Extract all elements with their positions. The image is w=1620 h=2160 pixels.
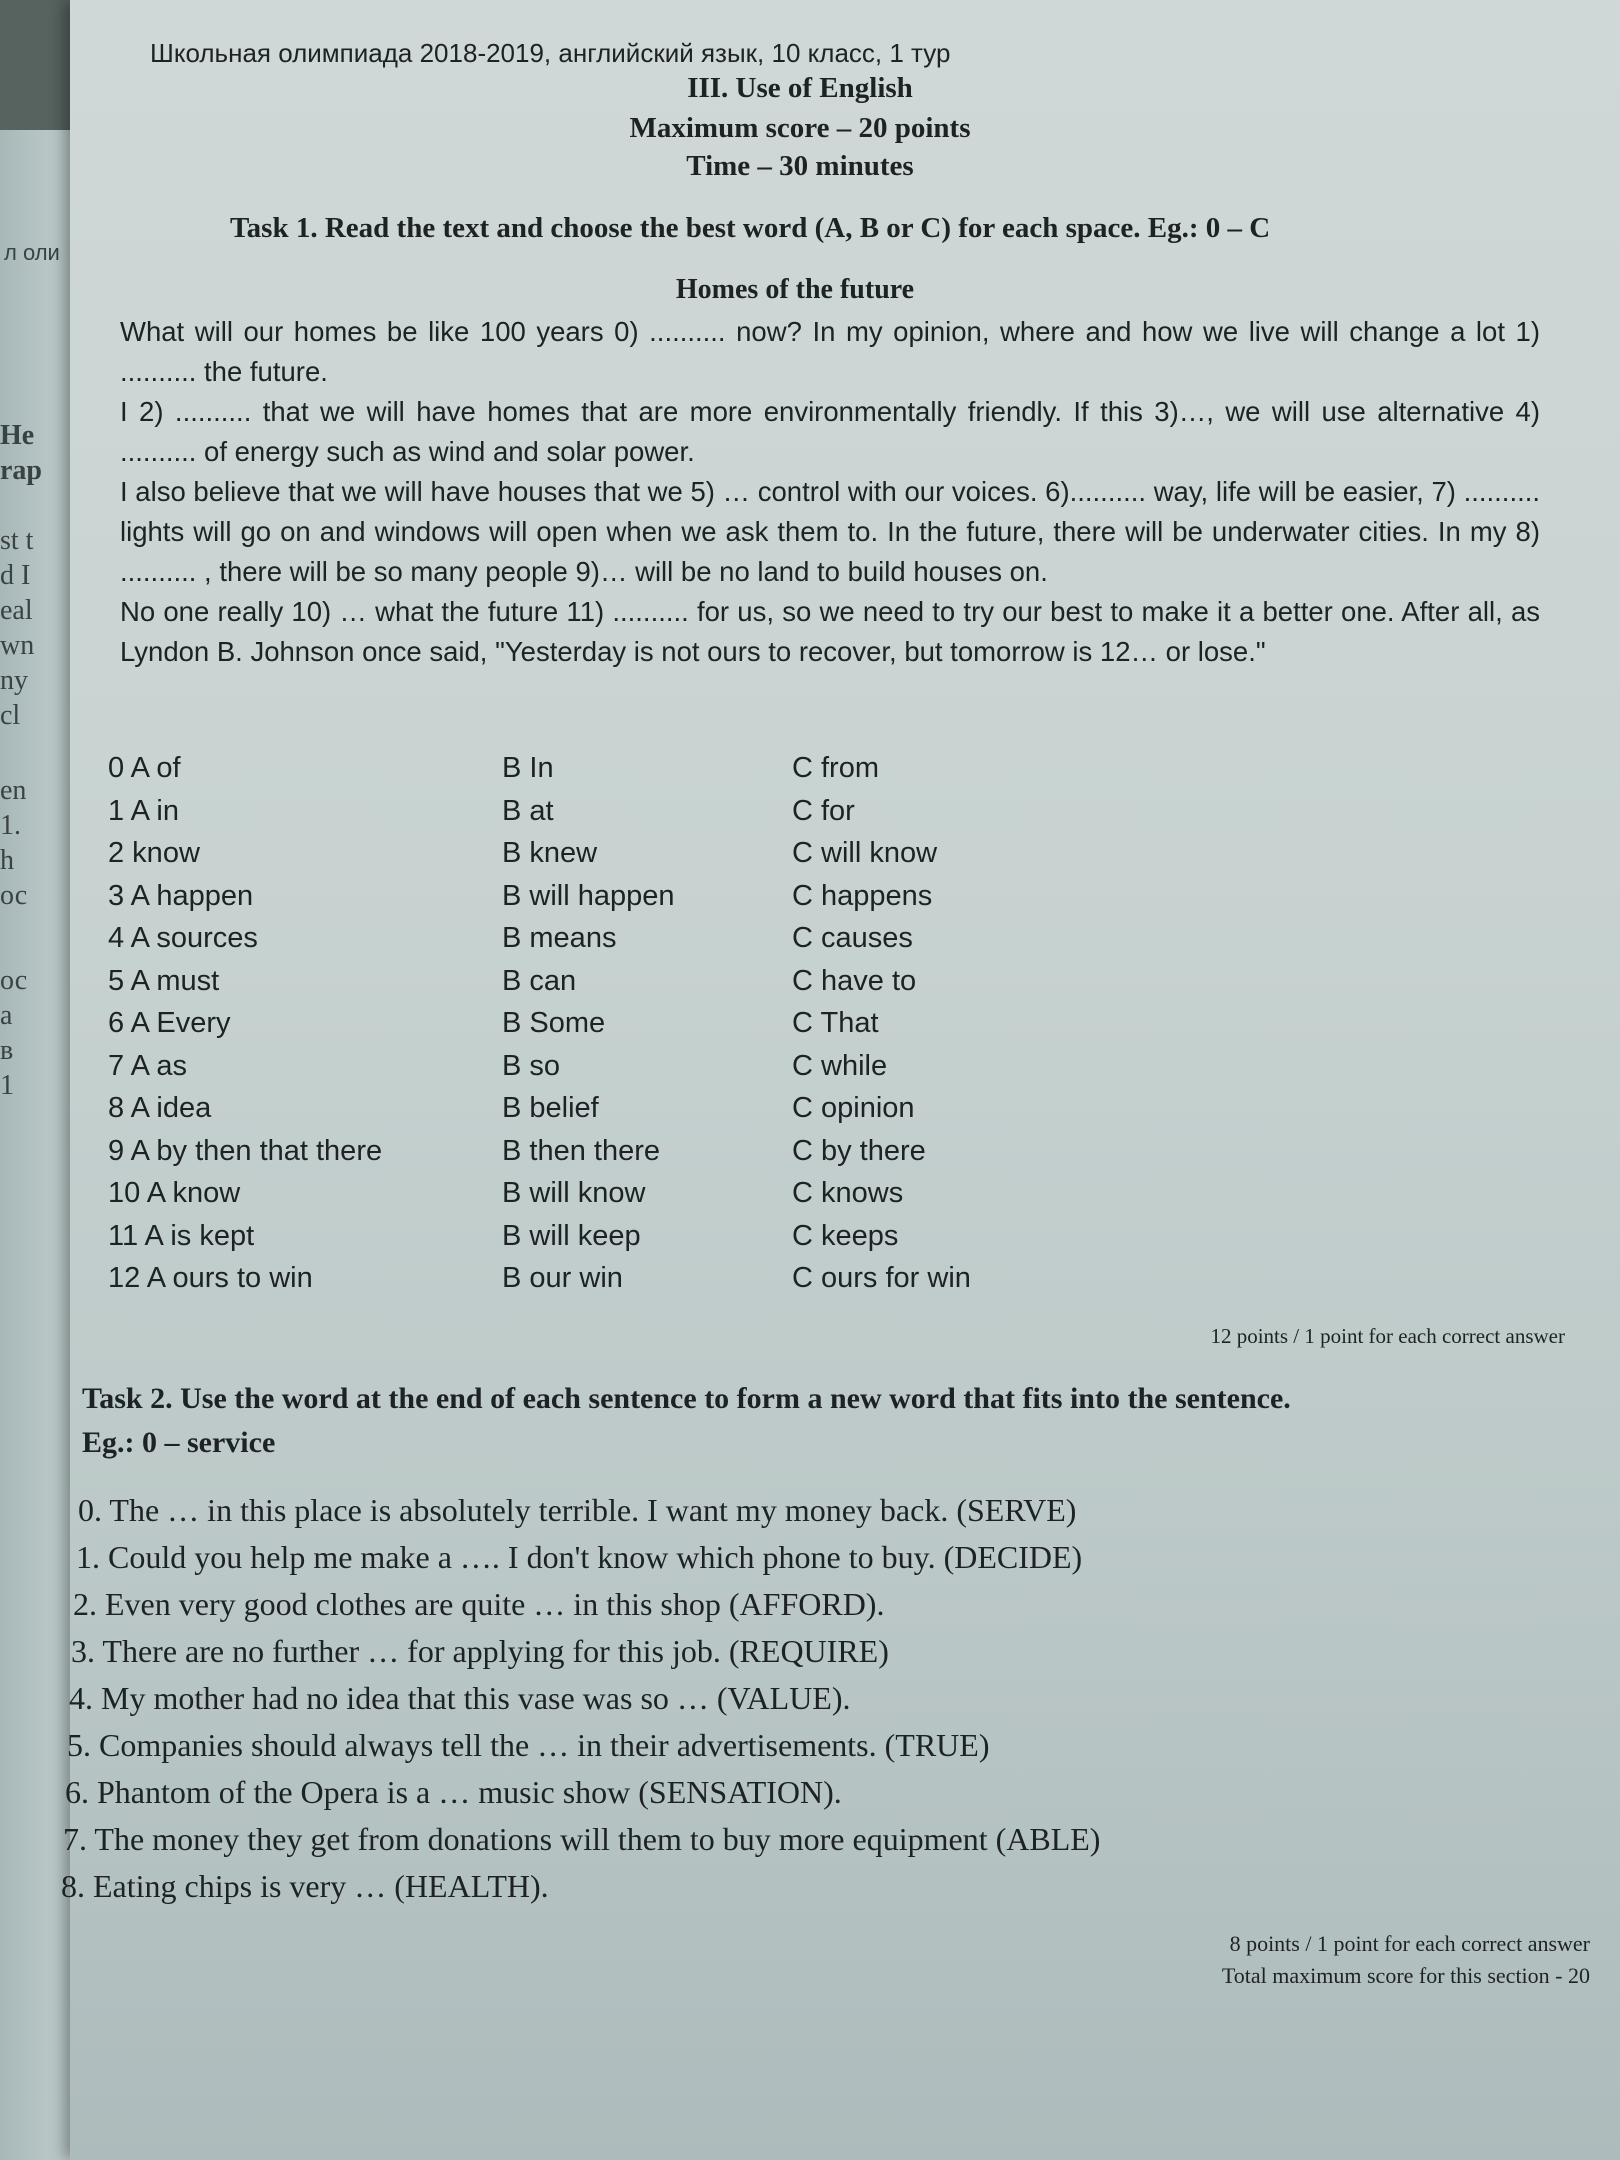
option-c: C keeps xyxy=(792,1219,899,1252)
option-b: B Some xyxy=(502,1007,606,1039)
option-c: C will know xyxy=(792,837,938,869)
passage-paragraph: I 2) .......... that we will have homes that are more environmentally friendly. If this 3)…, we will use alternative 4) .......... of energy such as wind and solar power. xyxy=(120,396,1540,467)
option-row xyxy=(70,837,1520,880)
sentence-item: 6. Phantom of the Opera is a … music show (SENSATION). xyxy=(65,1774,842,1810)
sentence-item: 3. There are no further … for applying for this job. (REQUIRE) xyxy=(71,1633,889,1669)
option-a: 8 A idea xyxy=(108,1092,212,1124)
back-fragment: 1 xyxy=(0,1070,14,1101)
task2-example: Eg.: 0 – service xyxy=(82,1426,276,1459)
option-a: 1 A in xyxy=(108,794,179,827)
option-c: C while xyxy=(792,1049,888,1082)
answer-options xyxy=(70,752,1520,1305)
back-fragment: ос xyxy=(0,965,28,996)
task2-instruction: Task 2. Use the word at the end of each sentence to form a new word that fits into the sentence. xyxy=(82,1382,1291,1415)
option-a: 4 A sources xyxy=(108,922,258,954)
sentence-item: 2. Even very good clothes are quite … in this shop (AFFORD). xyxy=(73,1586,885,1622)
option-a: 0 A of xyxy=(108,752,181,784)
option-b: B belief xyxy=(502,1092,599,1124)
time-limit: Time – 30 minutes xyxy=(686,150,914,182)
max-score: Maximum score – 20 points xyxy=(629,112,971,144)
option-a: 3 A happen xyxy=(108,879,254,912)
back-fragment: h xyxy=(0,845,14,876)
option-b: B will happen xyxy=(502,879,675,912)
option-row xyxy=(70,1135,1520,1178)
sentence-item: 8. Eating chips is very … (HEALTH). xyxy=(61,1868,549,1904)
option-row xyxy=(70,922,1520,965)
option-row xyxy=(70,965,1520,1008)
option-a: 10 A know xyxy=(108,1177,241,1209)
back-fragment: ос xyxy=(0,880,28,911)
task1-score-note: 12 points / 1 point for each correct answer xyxy=(1210,1324,1565,1348)
option-c: C by there xyxy=(792,1134,926,1167)
option-c: C have to xyxy=(792,964,917,997)
option-b: B means xyxy=(502,922,617,954)
option-b: B knew xyxy=(502,837,598,869)
option-row xyxy=(70,795,1520,838)
option-b: B then there xyxy=(502,1134,660,1167)
option-a: 2 know xyxy=(108,837,200,869)
option-c: C causes xyxy=(792,922,913,954)
option-c: C from xyxy=(792,752,879,784)
task2-score-note: 8 points / 1 point for each correct answer xyxy=(1229,1931,1590,1956)
option-a: 9 A by then that there xyxy=(108,1134,383,1167)
option-b: B at xyxy=(502,794,554,827)
back-fragment: d I xyxy=(0,560,31,591)
sentence-item: 5. Companies should always tell the … in their advertisements. (TRUE) xyxy=(67,1727,990,1763)
option-a: 6 A Every xyxy=(108,1007,231,1039)
passage-paragraph: I also believe that we will have houses that we 5) … control with our voices. 6).......... way, life will be easier, 7) .......... lights will go on and windows will open when we ask them to. In the future, there will be underwater cities. In my 8) .......... , there will be so many people 9)… will be no land to build houses on. xyxy=(120,476,1540,587)
back-fragment: а xyxy=(0,1000,13,1031)
option-row xyxy=(70,752,1520,795)
option-b: B will know xyxy=(502,1177,646,1209)
option-c: C ours for win xyxy=(792,1262,971,1294)
option-row xyxy=(70,1092,1520,1135)
option-b: B In xyxy=(502,752,554,784)
task2-heading xyxy=(82,1377,1542,1465)
back-fragment: st t xyxy=(0,525,34,556)
passage-paragraph: What will our homes be like 100 years 0) .......... now? In my opinion, where and how we live will change a lot 1) .......... the future. xyxy=(120,316,1540,387)
option-a: 7 A as xyxy=(108,1049,188,1082)
back-fragment: в xyxy=(0,1035,14,1066)
exam-sheet xyxy=(61,0,1620,2160)
back-fragment: eal xyxy=(0,595,33,626)
option-c: C happens xyxy=(792,879,933,912)
back-fragment: en xyxy=(0,775,27,806)
option-c: C That xyxy=(792,1007,879,1039)
option-a: 11 A is kept xyxy=(108,1219,255,1252)
option-row xyxy=(70,880,1520,923)
option-c: C opinion xyxy=(792,1092,915,1124)
option-c: C for xyxy=(792,794,855,827)
reading-passage xyxy=(120,312,1540,672)
olympiad-header: Школьная олимпиада 2018-2019, английский язык, 10 класс, 1 тур xyxy=(150,38,951,68)
option-row xyxy=(70,1007,1520,1050)
task2-score-notes xyxy=(1222,1928,1590,1992)
option-row xyxy=(70,1220,1520,1263)
option-b: B will keep xyxy=(502,1219,641,1252)
word-formation-sentences xyxy=(61,1492,1530,1915)
option-b: B so xyxy=(502,1049,561,1082)
back-fragment: rap xyxy=(0,455,42,486)
back-fragment: ny xyxy=(0,665,28,696)
back-fragment: 1. xyxy=(0,810,21,841)
text-title: Homes of the future xyxy=(675,274,915,305)
option-c: C knows xyxy=(792,1177,904,1209)
sentence-item: 7. The money they get from donations will them to buy more equipment (ABLE) xyxy=(63,1821,1101,1857)
back-fragment: л оли xyxy=(4,240,60,265)
sentence-item: 0. The … in this place is absolutely terrible. I want my money back. (SERVE) xyxy=(78,1492,1077,1528)
sentence-item: 4. My mother had no idea that this vase was so … (VALUE). xyxy=(69,1680,851,1716)
total-score-note: Total maximum score for this section - 20 xyxy=(1221,1963,1590,1988)
sentence-item: 1. Could you help me make a …. I don't know which phone to buy. (DECIDE) xyxy=(76,1539,1083,1575)
option-a: 12 A ours to win xyxy=(108,1262,313,1294)
back-fragment: wn xyxy=(0,630,35,661)
option-row xyxy=(70,1177,1520,1220)
option-b: B can xyxy=(502,964,577,997)
option-a: 5 A must xyxy=(108,964,220,997)
option-row xyxy=(70,1050,1520,1093)
back-fragment: cl xyxy=(0,700,21,731)
option-row xyxy=(70,1262,1520,1305)
section-title: III. Use of English xyxy=(687,72,913,104)
back-fragment: Не xyxy=(0,420,35,451)
task1-instruction: Task 1. Read the text and choose the best word (A, B or C) for each space. Eg.: 0 – C xyxy=(230,212,1271,244)
passage-paragraph: No one really 10) … what the future 11) .......... for us, so we need to try our best to make it a better one. After all, as Lyndon B. Johnson once said, "Yesterday is not ours to recover, but tomorrow is 12… or lose." xyxy=(120,596,1540,667)
option-b: B our win xyxy=(502,1262,623,1294)
